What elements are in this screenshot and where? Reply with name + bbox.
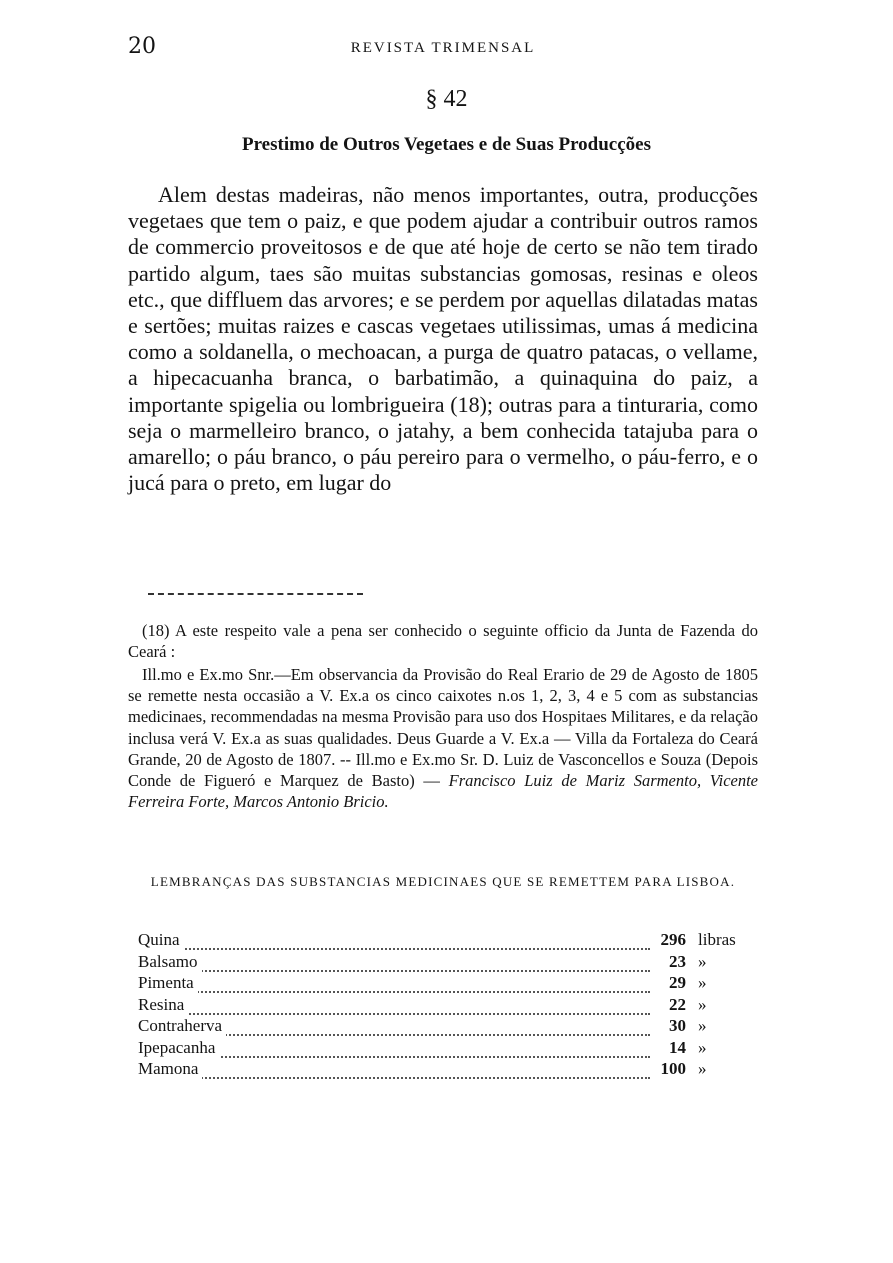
list-title: LEMBRANÇAS DAS SUBSTANCIAS MEDICINAES QUE SE REMETTEM PARA LISBOA. — [150, 874, 736, 889]
substance-name: Resina — [138, 995, 188, 1015]
substance-quantity: 29 — [669, 973, 686, 992]
page-header — [128, 34, 758, 64]
footnote-letter — [128, 664, 758, 812]
list-item — [138, 973, 758, 995]
footnote-letter-text: Ill.mo e Ex.mo Snr.—Em observancia da Provisão do Real Erario de 29 de Agosto de 1805 se remette nesta occasião a V. Ex.a os cinco caixotes n.os 1, 2, 3, 4 e 5 com as substancias medicinaes, recommendadas na mesma Provisão para uso dos Hospitaes Militares, e da relação inclusa verá V. Ex.a as suas qualidades. Deus Guarde a V. Ex.a — Villa da Fortaleza do Ceará Grande, 20 de Agosto de 1807. -- Ill.mo e Ex.mo Sr. D. Luiz de Vasconcellos e Souza (Depois Conde de Figueró e Marquez de Basto) — — [128, 665, 758, 791]
substance-quantity: 22 — [669, 994, 686, 1014]
substance-unit: libras — [698, 930, 736, 949]
substance-unit: » — [698, 1059, 707, 1078]
dot-leader — [138, 999, 650, 1015]
body-paragraph: Alem destas madeiras, não menos importantes, outra, producções vegetaes que tem o paiz, e que podem ajudar a contribuir outros ramos de commercio proveitosos e de que até hoje de certo se não tem tirado partido algum, taes são muitas substancias gomosas, resinas e oleos etc., que diffluem das arvores; e se perdem por aquellas dilatadas matas e sertões; muitas raizes e cascas vegetaes utilissimas, umas á medicina como a soldanella, o mechoacan, a purga de quatro patacas, o vellame, a hipecacuanha branca, o barbatimão, a quinaquina do paiz, a importante spigelia ou lombrigueira (18); outras para a tinturaria, como seja o marmelleiro branco, o jatahy, a bem conhecida tatajuba para o amarello; o páu branco, o páu pereiro para o vermelho, o páu-ferro, e o jucá para o preto, em lugar do — [128, 182, 758, 496]
substance-unit: » — [698, 1016, 707, 1035]
list-item — [138, 995, 758, 1017]
section-number: § 42 — [425, 86, 468, 112]
dot-leader — [138, 977, 650, 993]
substance-unit: » — [698, 973, 707, 992]
substance-name: Ipepacanha — [138, 1038, 219, 1058]
substance-quantity: 296 — [660, 930, 686, 949]
list-item — [138, 930, 758, 952]
substance-name: Contraherva — [138, 1016, 226, 1036]
dot-leader — [138, 1063, 650, 1079]
section-title: Prestimo de Outros Vegetaes e de Suas Producções — [241, 134, 651, 155]
substance-name: Mamona — [138, 1059, 202, 1079]
list-item — [138, 1016, 758, 1038]
list-item — [138, 1038, 758, 1060]
substance-unit: » — [698, 951, 707, 971]
list-item — [138, 952, 758, 974]
dot-leader — [138, 934, 650, 950]
substance-unit: » — [698, 994, 707, 1014]
footnote-signatures: Francisco Luiz de Mariz Sarmento, Vicente Ferreira Forte, Marcos Antonio Bricio. — [128, 771, 759, 812]
substance-quantity: 100 — [660, 1059, 686, 1078]
footnote-separator — [148, 593, 363, 595]
substances-list — [138, 930, 758, 1081]
substance-name: Quina — [138, 930, 184, 950]
substance-unit: » — [698, 1037, 707, 1057]
substance-quantity: 30 — [669, 1016, 686, 1035]
substance-quantity: 14 — [669, 1037, 686, 1057]
list-item — [138, 1059, 758, 1081]
footnote-intro: (18) A este respeito vale a pena ser conhecido o seguinte officio da Junta de Fazenda do Ceará : — [128, 621, 758, 662]
substance-name: Pimenta — [138, 973, 198, 993]
substance-name: Balsamo — [138, 952, 202, 972]
substance-quantity: 23 — [669, 951, 686, 971]
running-head: REVISTA TRIMENSAL — [350, 40, 536, 56]
dot-leader — [138, 956, 650, 972]
page-number: 20 — [128, 34, 156, 59]
